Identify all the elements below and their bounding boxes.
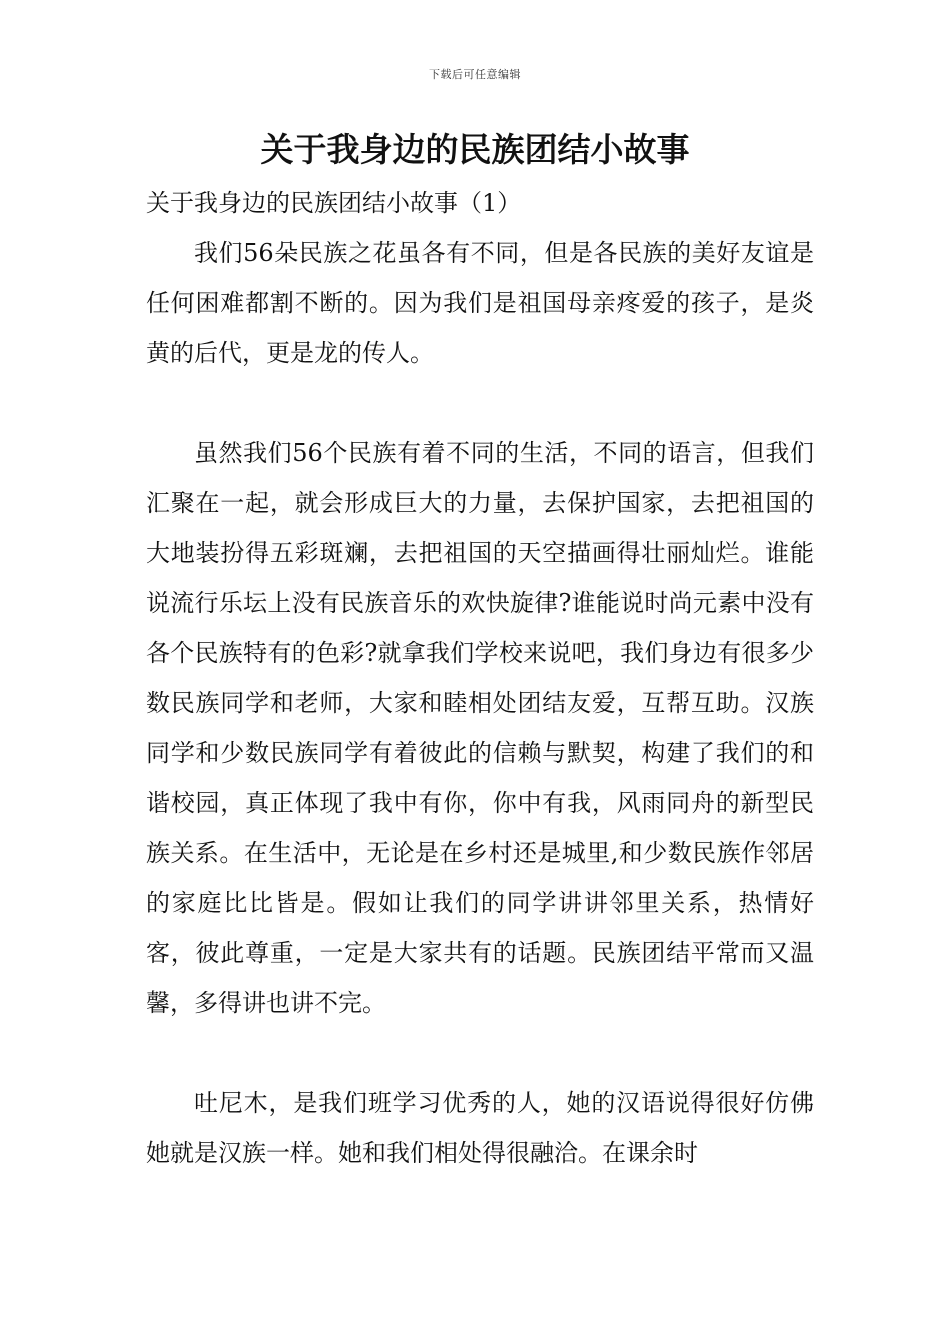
section-subtitle: 关于我身边的民族团结小故事（1） — [146, 189, 522, 217]
header-note: 下载后可任意编辑 — [429, 68, 521, 81]
document-body — [146, 178, 814, 1178]
paragraph-gap — [146, 378, 814, 428]
paragraph-3: 吐尼木，是我们班学习优秀的人，她的汉语说得很好仿佛她就是汉族一样。她和我们相处得很融洽。在课余时 — [146, 1089, 814, 1167]
paragraph-1: 我们56朵民族之花虽各有不同，但是各民族的美好友谊是任何困难都割不断的。因为我们是祖国母亲疼爱的孩子，是炎黄的后代，更是龙的传人。 — [146, 239, 814, 367]
paragraph-gap — [146, 1028, 814, 1078]
document-title: 关于我身边的民族团结小故事 — [260, 130, 690, 169]
paragraph-2: 虽然我们56个民族有着不同的生活，不同的语言，但我们汇聚在一起，就会形成巨大的力量，去保护国家，去把祖国的大地装扮得五彩斑斓，去把祖国的天空描画得壮丽灿烂。谁能说流行乐坛上没有民族音乐的欢快旋律?谁能说时尚元素中没有各个民族特有的色彩?就拿我们学校来说吧，我们身边有很多少数民族同学和老师，大家和睦相处团结友爱，互帮互助。汉族同学和少数民族同学有着彼此的信赖与默契，构建了我们的和谐校园，真正体现了我中有你，你中有我，风雨同舟的新型民族关系。在生活中，无论是在乡村还是城里,和少数民族作邻居的家庭比比皆是。假如让我们的同学讲讲邻里关系，热情好客，彼此尊重，一定是大家共有的话题。民族团结平常而又温馨，多得讲也讲不完。 — [146, 439, 814, 1017]
